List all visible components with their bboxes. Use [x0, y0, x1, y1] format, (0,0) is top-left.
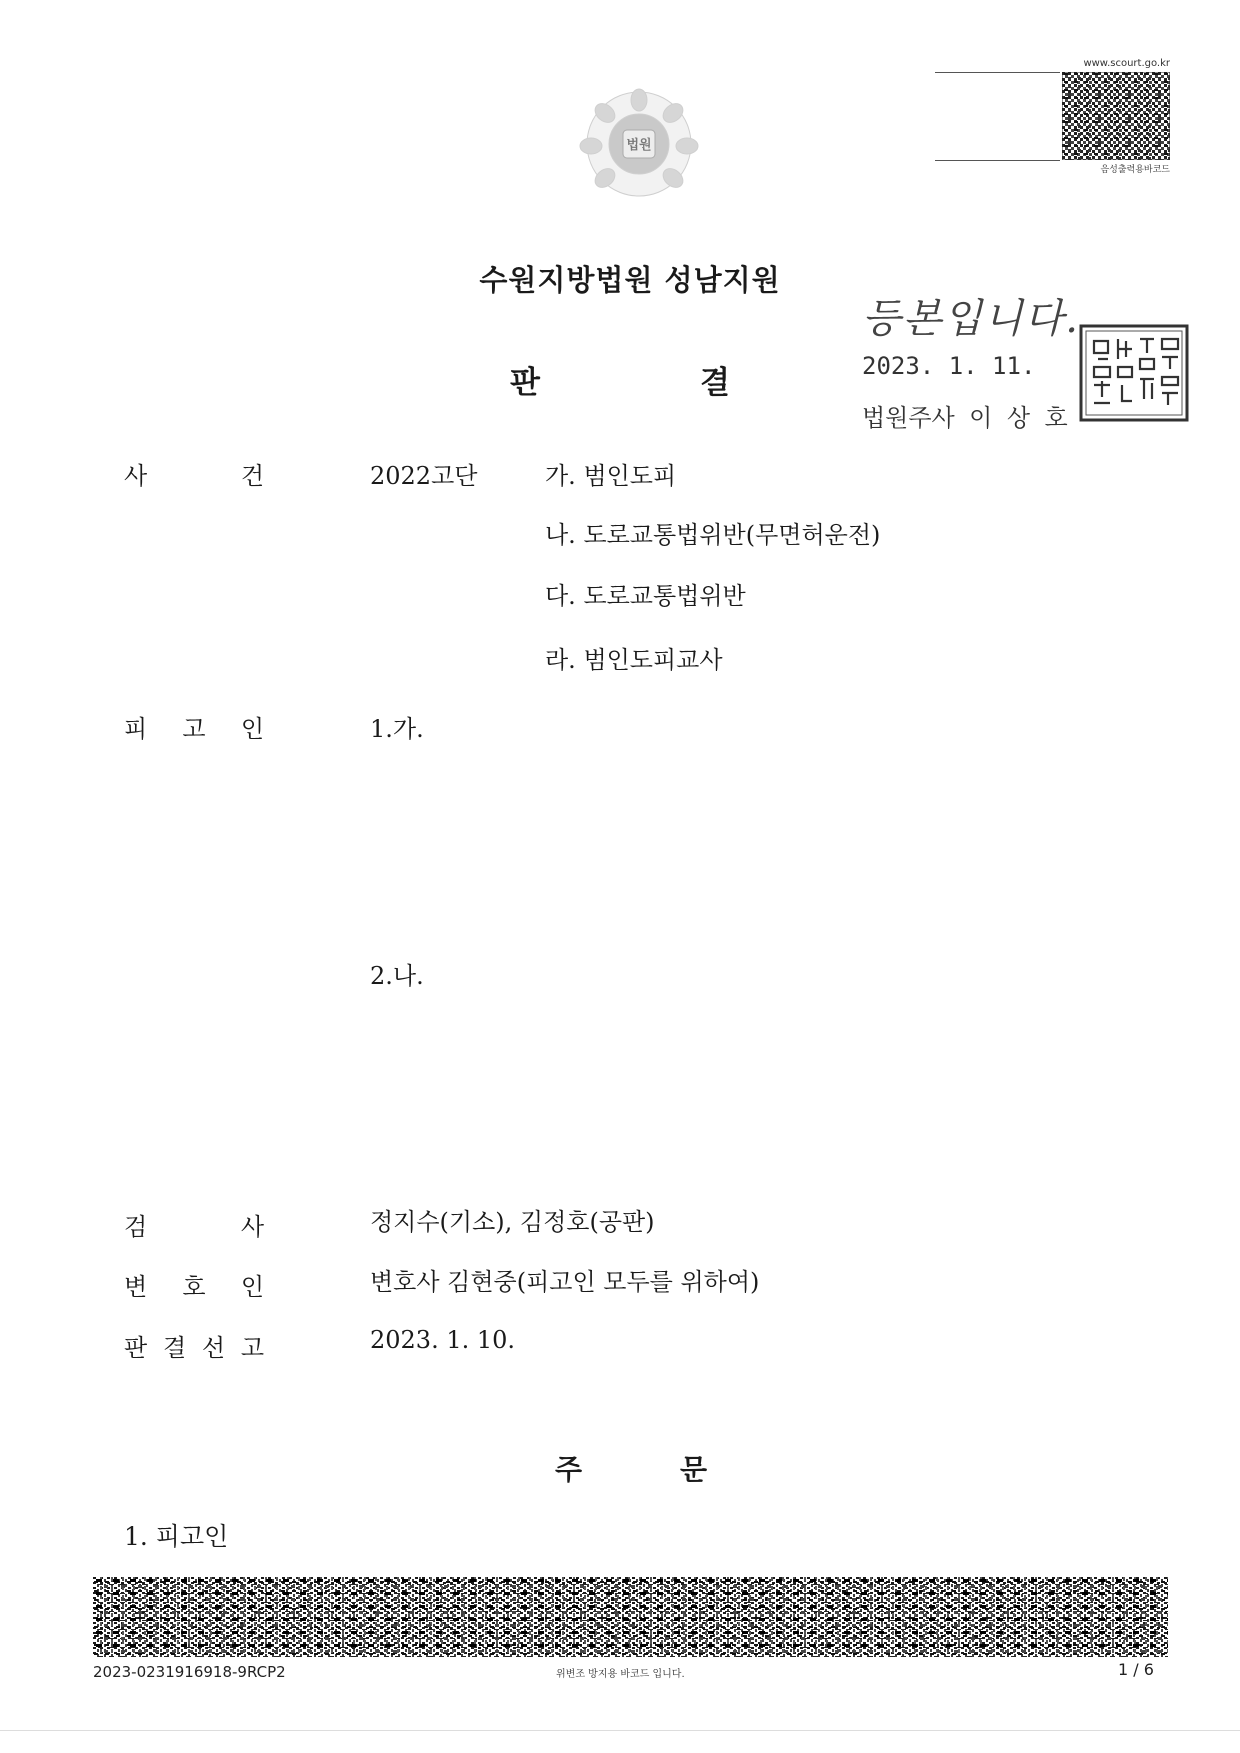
charge-item: 가. 범인도피: [545, 462, 677, 490]
case-label-char: 사: [124, 462, 148, 490]
doc-title-char-2: 결: [700, 365, 730, 401]
certification-clerk: 법원주사 이 상 호: [862, 404, 1068, 432]
counsel-value: 변호사 김현중(피고인 모두를 위하여): [370, 1268, 760, 1296]
defendant-item: 1.가.: [370, 715, 424, 743]
main-order-title-char-1: 주: [555, 1453, 583, 1486]
voice-barcode-block: [935, 58, 1170, 176]
defendant-label: [124, 709, 264, 744]
sentence-date-value: 2023. 1. 10.: [370, 1326, 516, 1354]
qr-url: www.scourt.go.kr: [1083, 58, 1170, 69]
court-name: 수원지방법원 성남지원: [479, 263, 781, 297]
charge-item: 라. 범인도피교사: [545, 646, 723, 674]
page-number: 1 / 6: [1118, 1660, 1154, 1679]
counsel-label-char: 호: [182, 1273, 206, 1301]
counsel-label-char: 인: [240, 1273, 264, 1301]
counsel-label: [124, 1267, 264, 1302]
sentence-date-label-char: 선: [201, 1334, 226, 1362]
prosecutor-value: 정지수(기소), 김정호(공판): [370, 1208, 655, 1236]
case-label-char: 건: [240, 462, 264, 490]
case-label: [124, 456, 264, 491]
defendant-item: 2.나.: [370, 962, 424, 990]
court-emblem: [575, 88, 703, 206]
charge-item: 나. 도로교통법위반(무면허운전): [545, 521, 881, 549]
counsel-label-char: 변: [124, 1273, 148, 1301]
divider: [935, 72, 1060, 73]
main-order-item: 1. 피고인: [124, 1522, 229, 1551]
divider: [935, 160, 1060, 161]
sentence-date-label-char: 판: [124, 1334, 148, 1362]
certification-date: 2023. 1. 11.: [862, 352, 1036, 380]
sentence-date-label-char: 고: [240, 1334, 264, 1362]
defendant-label-char: 인: [240, 715, 264, 743]
emblem-label: 법원: [626, 138, 652, 153]
defendant-label-char: 고: [182, 715, 206, 743]
certification-handwritten: 등본입니다.: [862, 296, 1080, 342]
sentence-date-label: [124, 1328, 264, 1363]
case-number: 2022고단: [370, 462, 478, 490]
prosecutor-label-char: 사: [240, 1213, 264, 1241]
sentence-date-label-char: 결: [162, 1334, 187, 1362]
prosecutor-label: [124, 1207, 264, 1242]
defendant-label-char: 피: [124, 715, 148, 743]
anti-forgery-barcode-icon: [93, 1577, 1168, 1657]
qr-caption: 음성출력용바코드: [1100, 165, 1170, 175]
prosecutor-label-char: 검: [124, 1213, 148, 1241]
divider: [0, 1730, 1240, 1731]
doc-title-char-1: 판: [510, 365, 540, 401]
main-order-title-char-2: 문: [680, 1453, 708, 1486]
document-id: 2023-0231916918-9RCP2: [93, 1663, 286, 1681]
charge-item: 다. 도로교통법위반: [545, 582, 746, 610]
qr-code-icon: [1062, 72, 1170, 160]
court-seal-stamp: [1078, 323, 1190, 423]
barcode-note: 위변조 방지용 바코드 입니다.: [556, 1669, 685, 1680]
